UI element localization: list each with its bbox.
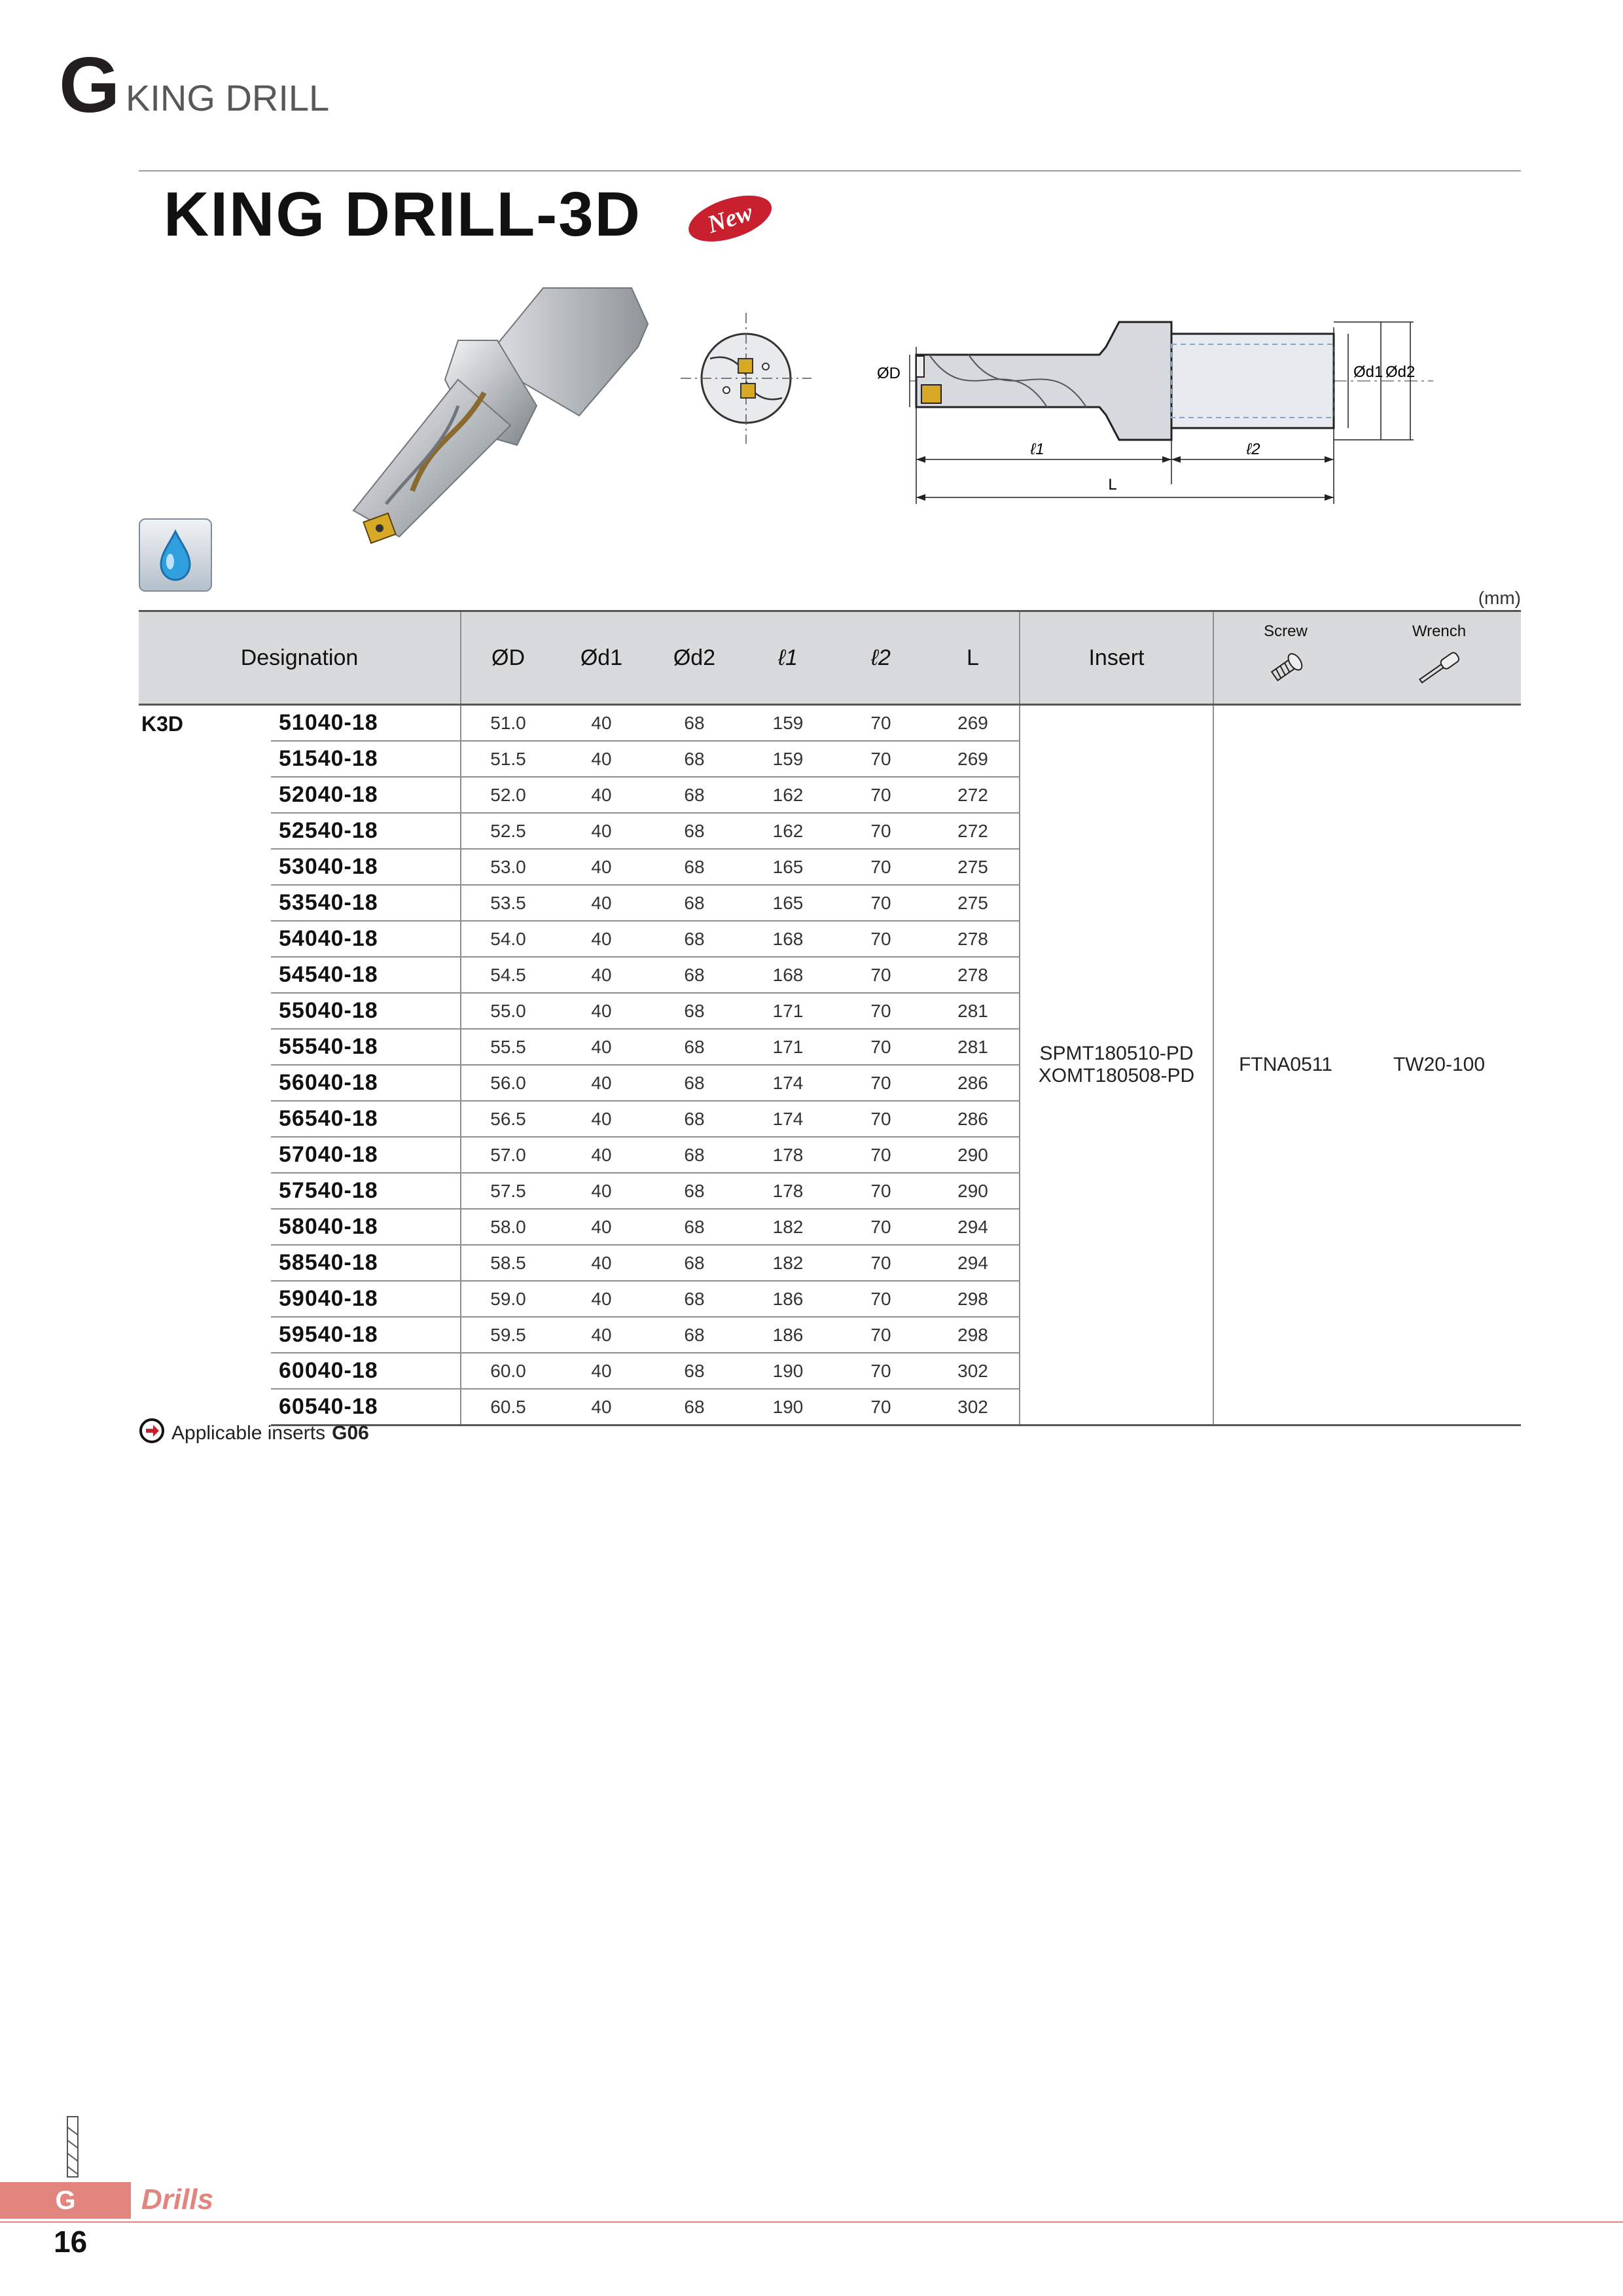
cell-D: 52.0 [461, 777, 555, 813]
cell-designation: 59540-18 [271, 1317, 461, 1353]
cell-D: 58.0 [461, 1209, 555, 1245]
cell-d1: 40 [555, 1137, 648, 1173]
cell-d1: 40 [555, 1281, 648, 1317]
cell-d2: 68 [648, 1389, 741, 1426]
header-L: L [927, 611, 1020, 705]
cell-l1: 162 [741, 813, 835, 849]
cell-D: 51.0 [461, 705, 555, 742]
cell-d2: 68 [648, 1029, 741, 1065]
cell-D: 54.5 [461, 957, 555, 993]
cell-designation: 57540-18 [271, 1173, 461, 1209]
cell-designation: 60040-18 [271, 1353, 461, 1389]
cell-l2: 70 [835, 705, 927, 742]
cell-D: 60.0 [461, 1353, 555, 1389]
table-body [139, 705, 1521, 1426]
header-screw [1213, 611, 1357, 705]
cell-D: 55.0 [461, 993, 555, 1029]
cell-d1: 40 [555, 1173, 648, 1209]
cell-l2: 70 [835, 1029, 927, 1065]
cell-d1: 40 [555, 849, 648, 885]
cell-d1: 40 [555, 1209, 648, 1245]
drill-dimension-drawing [877, 308, 1479, 527]
cell-l2: 70 [835, 1101, 927, 1137]
header-D: ØD [461, 611, 555, 705]
dim-label-d1: Ød1 [1353, 363, 1383, 381]
header-screw-label: Screw [1264, 622, 1308, 640]
series-code: K3D [141, 712, 184, 736]
cell-l1: 182 [741, 1245, 835, 1281]
cell-L: 278 [927, 957, 1020, 993]
header-designation: Designation [139, 611, 461, 705]
cell-d1: 40 [555, 1389, 648, 1426]
cell-L: 290 [927, 1137, 1020, 1173]
header-wrench-label: Wrench [1412, 622, 1467, 640]
cell-l2: 70 [835, 993, 927, 1029]
cell-D: 56.0 [461, 1065, 555, 1101]
cell-L: 294 [927, 1209, 1020, 1245]
cell-d1: 40 [555, 993, 648, 1029]
cell-L: 281 [927, 1029, 1020, 1065]
cell-l1: 186 [741, 1281, 835, 1317]
cell-l2: 70 [835, 885, 927, 921]
cell-L: 290 [927, 1173, 1020, 1209]
cell-D: 59.0 [461, 1281, 555, 1317]
cell-l2: 70 [835, 777, 927, 813]
cell-D: 52.5 [461, 813, 555, 849]
unit-label: (mm) [1478, 588, 1521, 608]
cell-designation: 60540-18 [271, 1389, 461, 1426]
cell-d1: 40 [555, 777, 648, 813]
header-insert: Insert [1020, 611, 1213, 705]
cell-L: 275 [927, 849, 1020, 885]
new-badge-label: New [704, 198, 757, 239]
cell-d2: 68 [648, 1317, 741, 1353]
cell-l2: 70 [835, 1353, 927, 1389]
cell-insert [1020, 705, 1213, 1426]
dim-label-D: ØD [877, 365, 901, 382]
cell-designation: 57040-18 [271, 1137, 461, 1173]
cell-D: 57.5 [461, 1173, 555, 1209]
cell-L: 294 [927, 1245, 1020, 1281]
cell-l1: 168 [741, 921, 835, 957]
cell-l2: 70 [835, 921, 927, 957]
cell-l1: 165 [741, 849, 835, 885]
section-title: KING DRILL [126, 77, 330, 118]
cell-d1: 40 [555, 1353, 648, 1389]
applicable-inserts-page-link[interactable]: G06 [332, 1422, 369, 1444]
cell-d2: 68 [648, 1353, 741, 1389]
cell-designation: 54040-18 [271, 921, 461, 957]
cell-d2: 68 [648, 885, 741, 921]
cell-l1: 159 [741, 741, 835, 777]
header-l2: ℓ2 [835, 611, 927, 705]
cell-l1: 171 [741, 1029, 835, 1065]
drill-icon [63, 2114, 82, 2183]
cell-d1: 40 [555, 1245, 648, 1281]
cell-designation: 52040-18 [271, 777, 461, 813]
cell-L: 272 [927, 813, 1020, 849]
cell-designation: 55540-18 [271, 1029, 461, 1065]
cell-l1: 174 [741, 1101, 835, 1137]
cell-l1: 190 [741, 1353, 835, 1389]
cell-L: 286 [927, 1101, 1020, 1137]
cell-l1: 168 [741, 957, 835, 993]
table-row [139, 705, 1521, 742]
cell-d2: 68 [648, 1281, 741, 1317]
header-d1: Ød1 [555, 611, 648, 705]
cell-d2: 68 [648, 741, 741, 777]
cell-l2: 70 [835, 1245, 927, 1281]
cell-d2: 68 [648, 993, 741, 1029]
cell-l1: 159 [741, 705, 835, 742]
cell-designation: 52540-18 [271, 813, 461, 849]
cell-d1: 40 [555, 885, 648, 921]
cell-d2: 68 [648, 849, 741, 885]
cell-designation: 53040-18 [271, 849, 461, 885]
cell-l1: 178 [741, 1173, 835, 1209]
cell-l1: 174 [741, 1065, 835, 1101]
cell-l1: 165 [741, 885, 835, 921]
header-d2: Ød2 [648, 611, 741, 705]
cell-L: 275 [927, 885, 1020, 921]
cell-L: 278 [927, 921, 1020, 957]
dim-label-l1: ℓ1 [1030, 440, 1044, 458]
cell-L: 269 [927, 741, 1020, 777]
table-header-row [139, 611, 1521, 705]
footer-divider [0, 2221, 1623, 2223]
water-drop-icon [139, 518, 212, 592]
cell-d1: 40 [555, 921, 648, 957]
cell-l1: 186 [741, 1317, 835, 1353]
cell-D: 55.5 [461, 1029, 555, 1065]
cell-l2: 70 [835, 957, 927, 993]
cell-L: 269 [927, 705, 1020, 742]
cell-d2: 68 [648, 1209, 741, 1245]
drill-end-view [681, 313, 812, 447]
dim-label-d2: Ød2 [1385, 363, 1416, 381]
cell-designation: 53540-18 [271, 885, 461, 921]
screw-icon [1263, 668, 1309, 693]
cell-d1: 40 [555, 957, 648, 993]
cell-l1: 162 [741, 777, 835, 813]
cell-l1: 171 [741, 993, 835, 1029]
footer-section-name: Drills [141, 2183, 214, 2215]
cell-designation: 59040-18 [271, 1281, 461, 1317]
header-divider [139, 170, 1521, 171]
cell-l1: 190 [741, 1389, 835, 1426]
cell-designation: 56540-18 [271, 1101, 461, 1137]
cell-D: 56.5 [461, 1101, 555, 1137]
cell-d2: 68 [648, 705, 741, 742]
section-letter: G [59, 41, 118, 129]
applicable-inserts-note [139, 1418, 369, 1449]
cell-D: 53.5 [461, 885, 555, 921]
applicable-inserts-label: Applicable inserts [171, 1422, 326, 1444]
cell-D: 53.0 [461, 849, 555, 885]
cell-l2: 70 [835, 1137, 927, 1173]
page-number: 16 [54, 2225, 88, 2259]
cell-wrench: TW20-100 [1357, 705, 1521, 1426]
cell-d2: 68 [648, 813, 741, 849]
cell-D: 59.5 [461, 1317, 555, 1353]
cell-d2: 68 [648, 921, 741, 957]
cell-l2: 70 [835, 1209, 927, 1245]
dim-label-L: L [1108, 476, 1117, 493]
cell-d2: 68 [648, 1173, 741, 1209]
cell-L: 302 [927, 1353, 1020, 1389]
cell-designation: 54540-18 [271, 957, 461, 993]
cell-l1: 178 [741, 1137, 835, 1173]
cell-d2: 68 [648, 1101, 741, 1137]
cell-L: 272 [927, 777, 1020, 813]
cell-d1: 40 [555, 1101, 648, 1137]
insert-secondary: XOMT180508-PD [1038, 1065, 1195, 1086]
cell-designation: 56040-18 [271, 1065, 461, 1101]
cell-designation: 58540-18 [271, 1245, 461, 1281]
header-l1: ℓ1 [741, 611, 835, 705]
cell-d1: 40 [555, 1065, 648, 1101]
drill-product-image [262, 275, 668, 566]
cell-l2: 70 [835, 741, 927, 777]
cell-l2: 70 [835, 1173, 927, 1209]
footer-section-tab: G [0, 2182, 131, 2219]
cell-designation: 51040-18 [271, 705, 461, 742]
cell-designation: 55040-18 [271, 993, 461, 1029]
cell-l2: 70 [835, 849, 927, 885]
cell-l2: 70 [835, 813, 927, 849]
cell-d2: 68 [648, 1137, 741, 1173]
cell-L: 298 [927, 1281, 1020, 1317]
cell-d1: 40 [555, 813, 648, 849]
cell-d1: 40 [555, 1317, 648, 1353]
cell-d1: 40 [555, 1029, 648, 1065]
cell-L: 286 [927, 1065, 1020, 1101]
cell-D: 60.5 [461, 1389, 555, 1426]
cell-D: 57.0 [461, 1137, 555, 1173]
cell-d2: 68 [648, 1245, 741, 1281]
cell-d1: 40 [555, 705, 648, 742]
header-wrench [1357, 611, 1521, 705]
cell-D: 58.5 [461, 1245, 555, 1281]
cell-screw: FTNA0511 [1213, 705, 1357, 1426]
cell-L: 298 [927, 1317, 1020, 1353]
cell-l2: 70 [835, 1065, 927, 1101]
wrench-icon [1413, 668, 1465, 693]
cell-D: 54.0 [461, 921, 555, 957]
page-title: KING DRILL-3D [164, 179, 641, 249]
cell-d1: 40 [555, 741, 648, 777]
insert-primary: SPMT180510-PD [1039, 1043, 1194, 1064]
cell-L: 281 [927, 993, 1020, 1029]
spec-table [139, 610, 1521, 1426]
cell-d2: 68 [648, 777, 741, 813]
dim-label-l2: ℓ2 [1246, 440, 1260, 458]
cell-l1: 182 [741, 1209, 835, 1245]
cell-L: 302 [927, 1389, 1020, 1426]
cell-designation: 51540-18 [271, 741, 461, 777]
cell-l2: 70 [835, 1389, 927, 1426]
cell-l2: 70 [835, 1281, 927, 1317]
cell-d2: 68 [648, 1065, 741, 1101]
cell-designation: 58040-18 [271, 1209, 461, 1245]
new-badge [681, 185, 779, 253]
circle-arrow-icon [139, 1418, 165, 1449]
cell-d2: 68 [648, 957, 741, 993]
cell-D: 51.5 [461, 741, 555, 777]
cell-l2: 70 [835, 1317, 927, 1353]
